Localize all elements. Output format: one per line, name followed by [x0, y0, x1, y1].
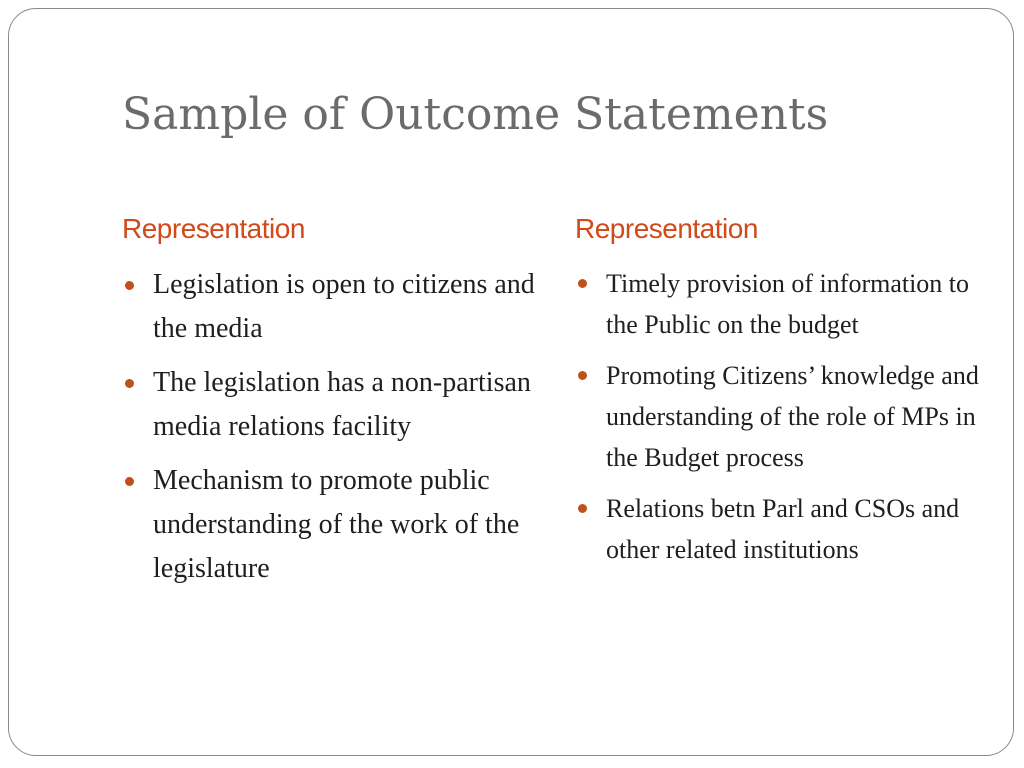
- bullet-text: Timely provision of information to the Public on the budget: [606, 269, 970, 339]
- left-column-heading: Representation: [122, 213, 305, 244]
- right-bullet-list: [575, 263, 995, 570]
- left-bullet-list: [122, 263, 542, 591]
- bullet-item: [575, 488, 995, 570]
- right-column: [575, 213, 995, 580]
- bullet-item: [575, 263, 995, 345]
- bullet-item: [122, 263, 542, 351]
- right-column-heading: Representation: [575, 213, 758, 244]
- bullet-text: The legislation has a non-partisan media relations facility: [153, 367, 531, 442]
- bullet-dot-icon: [125, 379, 134, 388]
- slide-frame: [8, 8, 1014, 756]
- bullet-item: [122, 361, 542, 449]
- bullet-text: Promoting Citizens’ knowledge and understanding of the role of MPs in the Budget process: [606, 361, 979, 472]
- bullet-dot-icon: [578, 504, 587, 513]
- bullet-text: Mechanism to promote public understanding of the work of the legislature: [153, 465, 520, 584]
- bullet-dot-icon: [578, 371, 587, 380]
- left-column: [122, 213, 542, 601]
- bullet-text: Legislation is open to citizens and the media: [153, 269, 535, 344]
- bullet-item: [575, 355, 995, 478]
- bullet-dot-icon: [125, 477, 134, 486]
- slide-title: Sample of Outcome Statements: [122, 89, 829, 140]
- bullet-text: Relations betn Parl and CSOs and other related institutions: [606, 494, 960, 564]
- bullet-item: [122, 459, 542, 591]
- bullet-dot-icon: [578, 279, 587, 288]
- bullet-dot-icon: [125, 281, 134, 290]
